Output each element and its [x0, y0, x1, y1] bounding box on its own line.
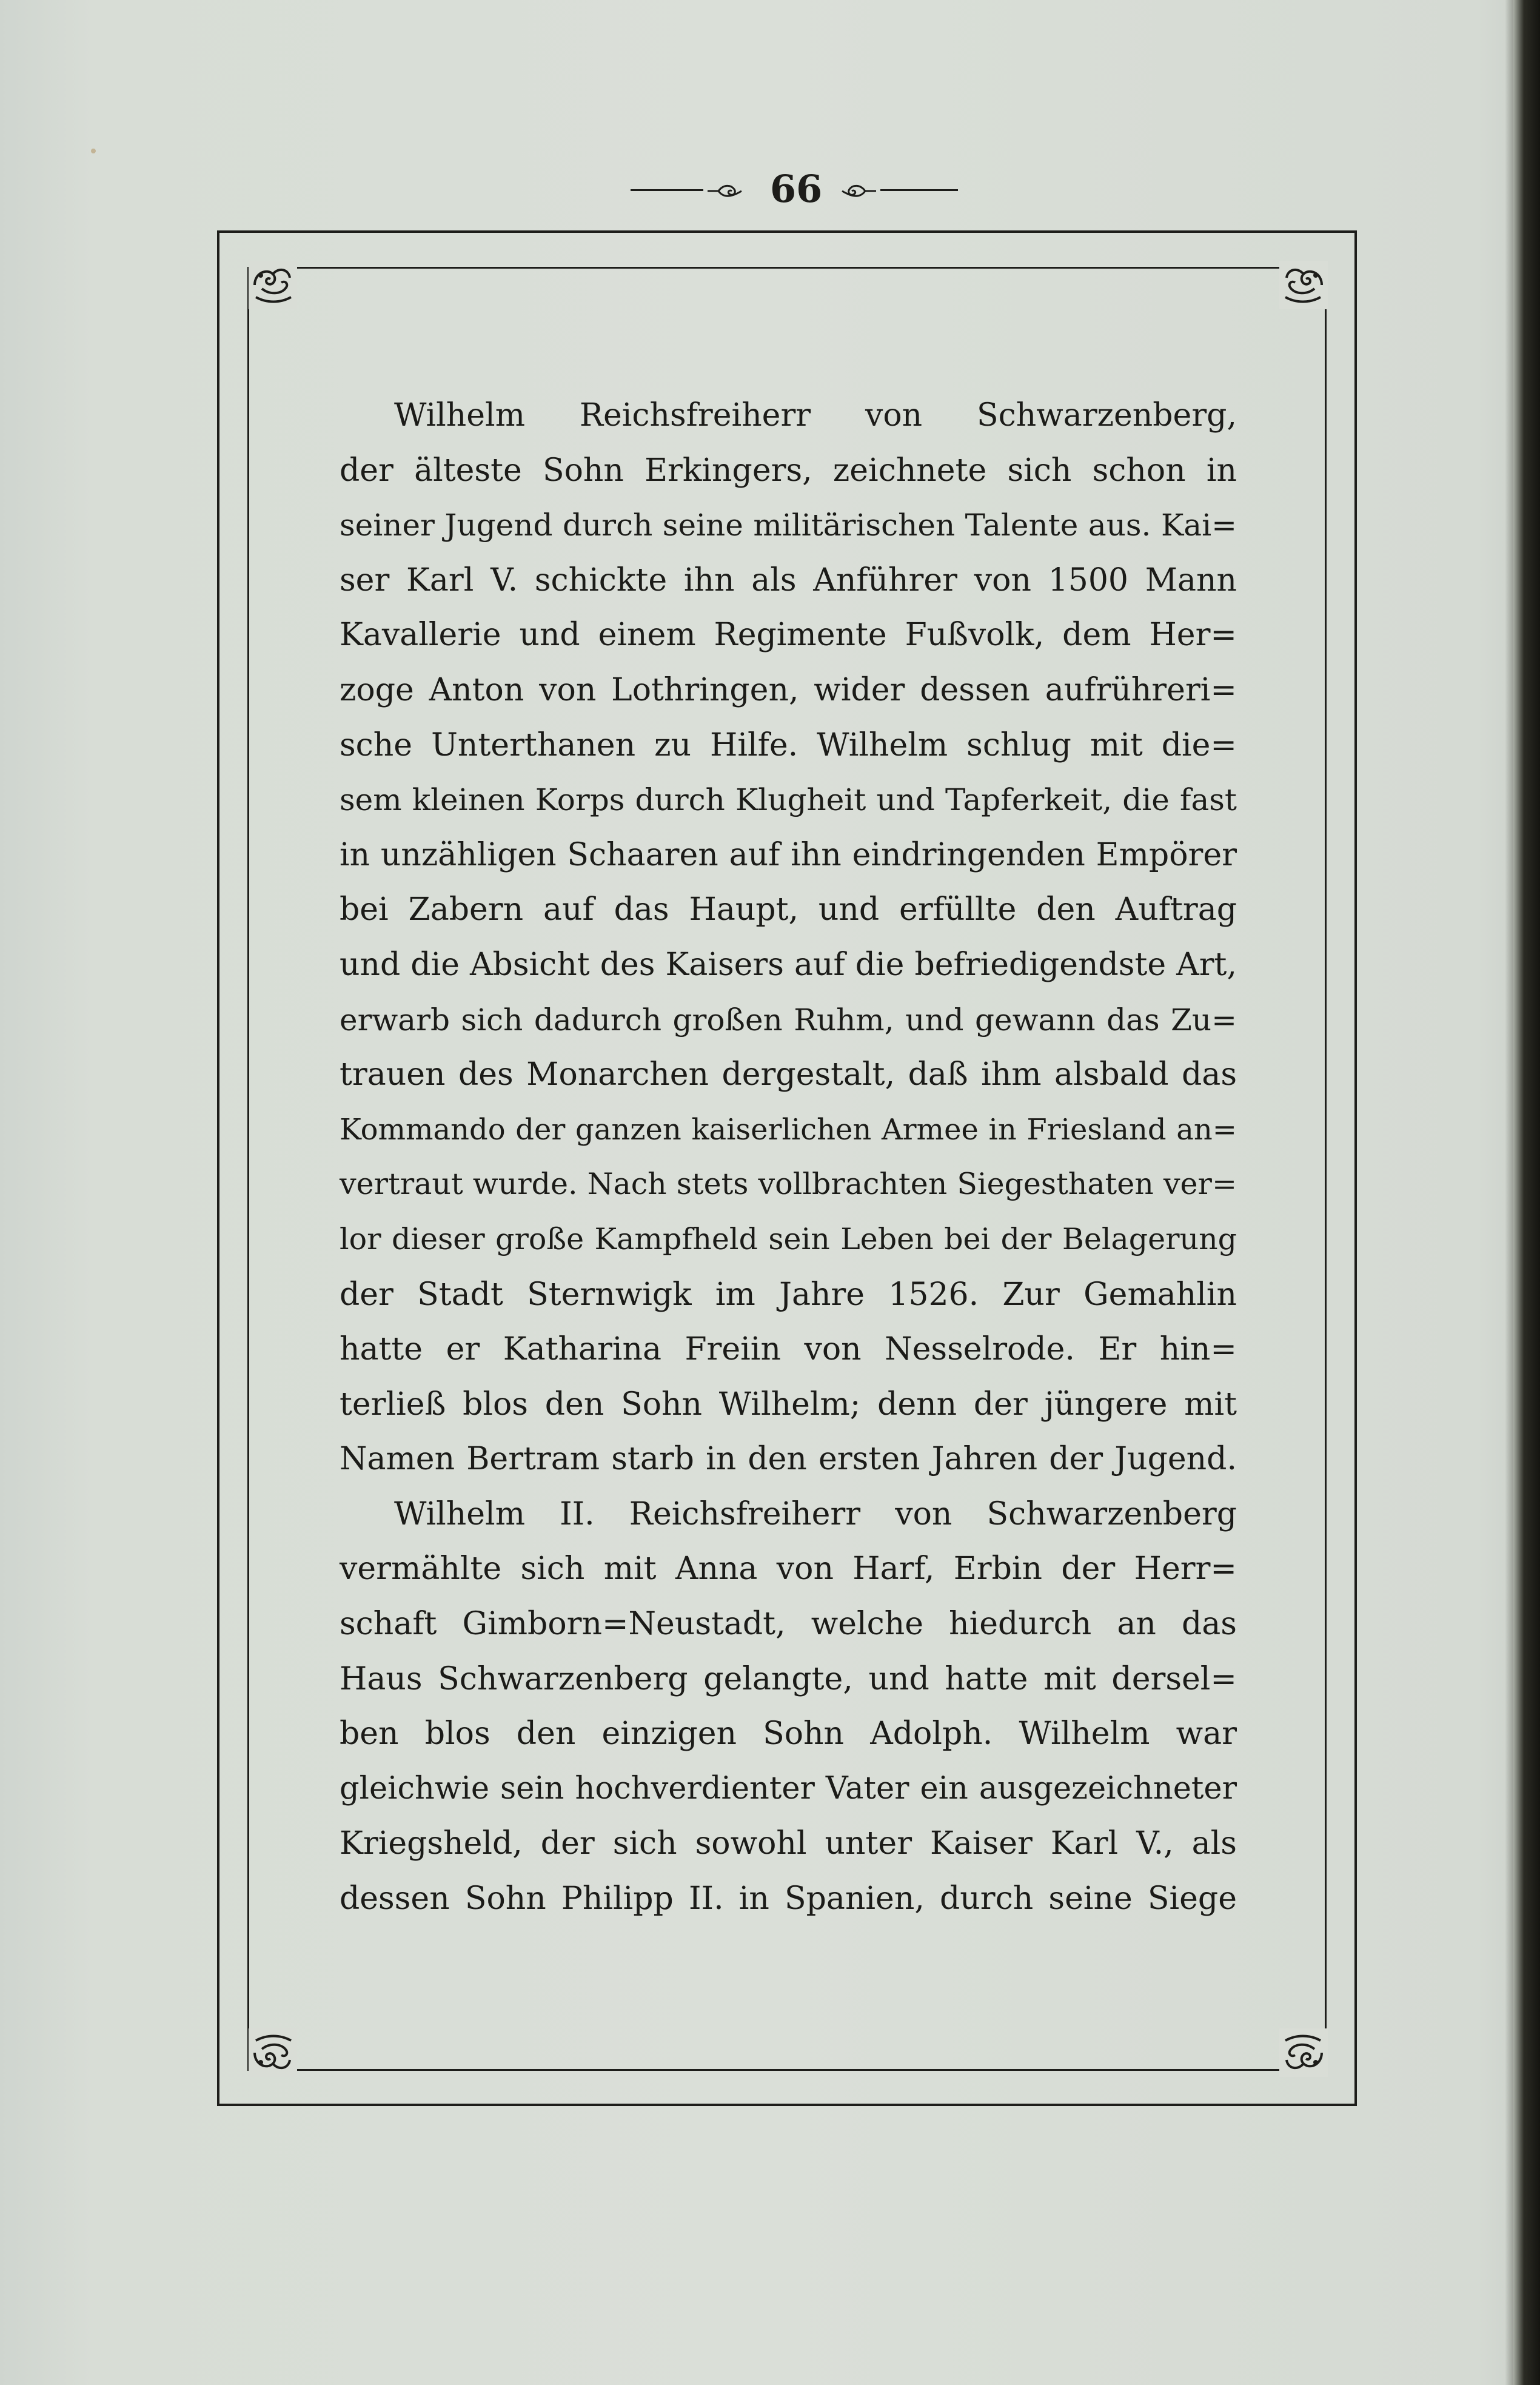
text-line: terließ blos den Sohn Wilhelm; denn der jüngere mit — [340, 1386, 1237, 1423]
text-line: ser Karl V. schickte ihn als Anführer von 1500 Mann — [340, 562, 1237, 599]
text-line: seiner Jugend durch seine militärischen Talente aus. Kai= — [340, 508, 1237, 543]
header-rule-right — [880, 189, 958, 191]
text-line: sem kleinen Korps durch Klugheit und Tapferkeit, die fast — [340, 782, 1237, 818]
text-line: in unzähligen Schaaren auf ihn eindringenden Empörer — [340, 836, 1237, 873]
fleuron-left-icon — [706, 182, 744, 200]
text-line: vertraut wurde. Nach stets vollbrachten Siegesthaten ver= — [340, 1167, 1237, 1202]
text-line: bei Zabern auf das Haupt, und erfüllte den Auftrag — [340, 891, 1237, 928]
text-line: gleichwie sein hochverdienter Vater ein ausgezeichneter — [340, 1770, 1237, 1806]
text-line: Kavallerie und einem Regimente Fußvolk, dem Her= — [340, 617, 1237, 654]
page-gutter-shadow — [1505, 0, 1513, 2385]
text-line: erwarb sich dadurch großen Ruhm, und gewann das Zu= — [340, 1002, 1237, 1038]
text-line: und die Absicht des Kaisers auf die befriedigendste Art, — [340, 946, 1237, 983]
ornament-top-left-icon — [249, 261, 297, 309]
ornament-bottom-right-icon — [1279, 2028, 1328, 2077]
paper-stain — [91, 149, 96, 153]
text-line: Wilhelm Reichsfreiherr von Schwarzenberg, — [394, 397, 1237, 434]
text-line: ben blos den einzigen Sohn Adolph. Wilhelm war — [340, 1716, 1237, 1753]
text-line: trauen des Monarchen dergestalt, daß ihm alsbald das — [340, 1056, 1237, 1093]
page-header — [631, 159, 958, 213]
text-line: sche Unterthanen zu Hilfe. Wilhelm schlug mit die= — [340, 726, 1237, 763]
fleuron-right-icon — [840, 182, 877, 200]
text-line: Namen Bertram starb in den ersten Jahren der Jugend. — [340, 1441, 1237, 1478]
text-line: Kommando der ganzen kaiserlichen Armee in Friesland an= — [340, 1112, 1237, 1147]
text-line: dessen Sohn Philipp II. in Spanien, durch seine Siege — [340, 1880, 1237, 1917]
text-line: hatte er Katharina Freiin von Nesselrode. Er hin= — [340, 1331, 1237, 1368]
text-line: der älteste Sohn Erkingers, zeichnete sich schon in — [340, 452, 1237, 489]
book-spine — [1513, 0, 1540, 2385]
ornament-top-right-icon — [1279, 261, 1328, 309]
ornament-bottom-left-icon — [249, 2028, 297, 2077]
page-number: 66 — [770, 167, 823, 211]
text-line: der Stadt Sternwigk im Jahre 1526. Zur Gemahlin — [340, 1276, 1237, 1313]
text-line: lor dieser große Kampfheld sein Leben bei der Belagerung — [340, 1221, 1237, 1256]
body-text — [340, 388, 1237, 1927]
text-line: Haus Schwarzenberg gelangte, und hatte mit dersel= — [340, 1660, 1237, 1697]
text-line: Wilhelm II. Reichsfreiherr von Schwarzenberg — [394, 1495, 1237, 1532]
text-line: schaft Gimborn=Neustadt, welche hiedurch an das — [340, 1606, 1237, 1643]
text-line: vermählte sich mit Anna von Harf, Erbin der Herr= — [340, 1551, 1237, 1588]
header-rule-left — [631, 189, 703, 191]
text-line: zoge Anton von Lothringen, wider dessen aufrühreri= — [340, 671, 1237, 708]
text-line: Kriegsheld, der sich sowohl unter Kaiser Karl V., als — [340, 1825, 1237, 1862]
